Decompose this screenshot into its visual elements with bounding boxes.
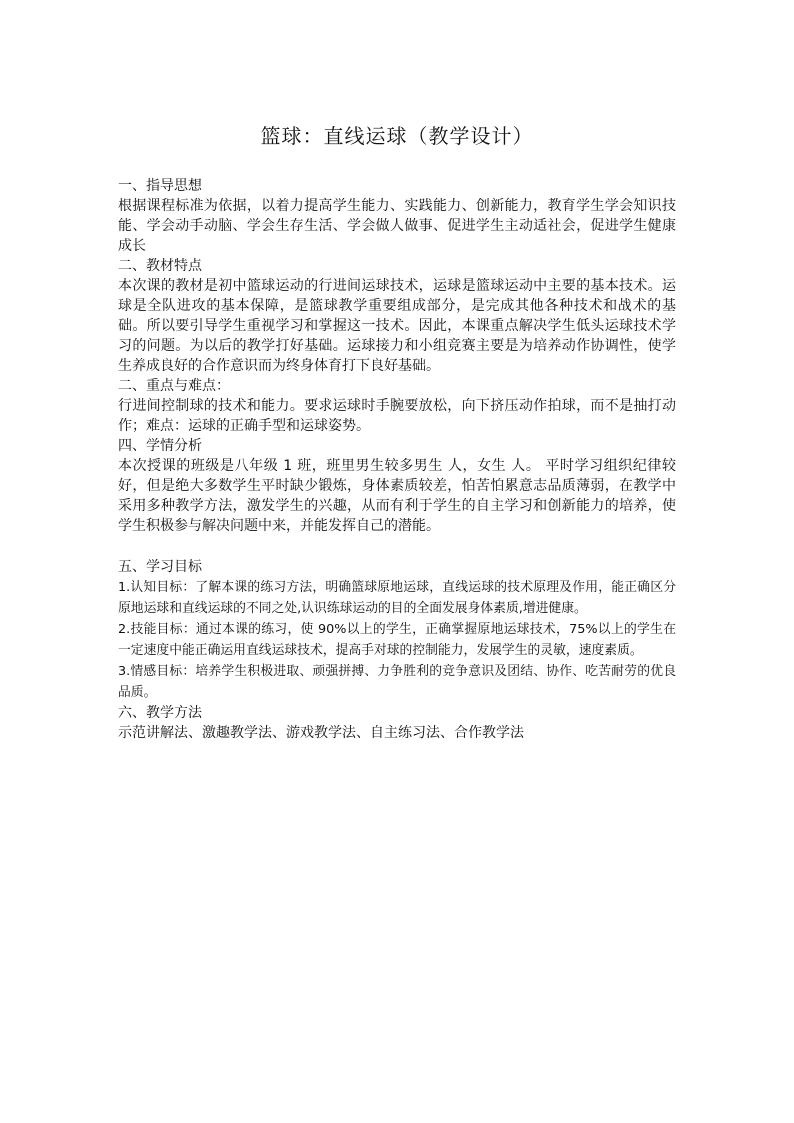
section-text-material-features: 本次课的教材是初中篮球运动的行进间运球技术，运球是篮球运动中主要的基本技术。运球是全队进攻的基本保障，是篮球教学重要组成部分，是完成其他各种技术和战术的基础。所以要引导学生重视学习和掌握这一技术。因此，本课重点解决学生低头运球技术学习的问题。为以后的教学打好基础。运球接力和小组竞赛主要是为培养动作协调性，使学生养成良好的合作意识而为终身体育打下良好基础。 bbox=[118, 278, 676, 374]
section-heading-guiding-ideology: 一、指导思想 bbox=[118, 178, 202, 194]
section-heading-key-points: 二、重点与难点： bbox=[118, 378, 230, 394]
document-body bbox=[118, 176, 676, 743]
section-text-teaching-methods: 示范讲解法、激趣教学法、游戏教学法、自主练习法、合作教学法 bbox=[118, 725, 524, 741]
document-title: 篮球：直线运球（教学设计） bbox=[260, 124, 534, 148]
section-text-student-analysis: 本次授课的班级是八年级 1 班，班里男生较多男生 人，女生 人。 平时学习组织纪律较好，但是绝大多数学生平时缺少锻炼，身体素质较差，怕苦怕累意志品质薄弱，在教学中采用多种教学方法，激发学生的兴趣，从而有利于学生的自主学习和创新能力的培养，使学生积极参与解决问题中来，并能发挥自己的潜能。 bbox=[118, 458, 676, 534]
section-text-key-points: 行进间控制球的技术和能力。要求运球时手腕要放松，向下挤压动作拍球，而不是抽打动作；难点：运球的正确手型和运球姿势。 bbox=[118, 398, 676, 434]
section-heading-material-features: 二、教材特点 bbox=[118, 258, 202, 274]
section-text-guiding-ideology: 根据课程标准为依据，以着力提高学生能力、实践能力、创新能力，教育学生学会知识技能、学会动手动脑、学会生存生活、学会做人做事、促进学生主动适社会，促进学生健康成长 bbox=[118, 198, 676, 254]
goal-item-skill: 2.技能目标：通过本课的练习，使 90%以上的学生，正确掌握原地运球技术，75%以上的学生在一定速度中能正确运用直线运球技术，提高手对球的控制能力，发展学生的灵敏，速度素质。 bbox=[118, 622, 676, 658]
section-heading-teaching-methods: 六、教学方法 bbox=[118, 705, 202, 721]
section-heading-student-analysis: 四、学情分析 bbox=[118, 438, 202, 454]
section-spacer bbox=[118, 536, 676, 557]
section-heading-learning-goals: 五、学习目标 bbox=[118, 559, 202, 575]
goal-item-cognitive: 1.认知目标：了解本课的练习方法，明确篮球原地运球，直线运球的技术原理及作用，能正确区分原地运球和直线运球的不同之处,认识练球运动的目的全面发展身体素质,增进健康。 bbox=[118, 580, 676, 616]
goal-item-emotional: 3.情感目标：培养学生积极进取、顽强拼搏、力争胜利的竞争意识及团结、协作、吃苦耐劳的优良品质。 bbox=[118, 664, 676, 700]
